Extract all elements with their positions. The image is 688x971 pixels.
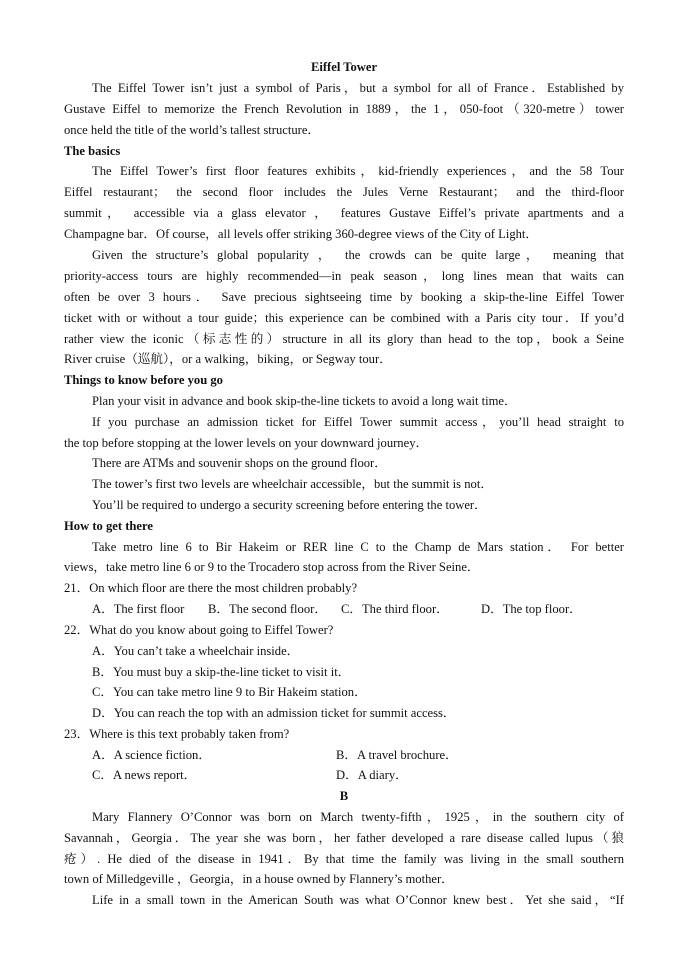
basics-p1-line: The Eiffel Tower’s first floor features exhibits，kid-friendly experiences，and the 58 Tour xyxy=(92,164,624,178)
question-22-option-d: D．You can reach the top with an admission ticket for summit access． xyxy=(92,706,456,720)
basics-p2-line: rather view the iconic（标志性的）structure in all its glory than head to the top，book a Seine xyxy=(64,332,624,346)
page-title: Eiffel Tower xyxy=(310,60,378,74)
section-b-line: 疮）. He died of the disease in 1941．By that time the family was living in the small southern xyxy=(64,852,624,866)
know-line: The tower’s first two levels are wheelchair accessible，but the summit is not． xyxy=(92,477,493,491)
question-23-option-b: B．A travel brochure． xyxy=(336,748,458,762)
section-b-line: Savannah，Georgia．The year she was born，her father developed a rare disease called lupus（狼 xyxy=(64,831,624,845)
section-b-line: Mary Flannery O’Connor was born on March twenty-fifth，1925，in the southern city of xyxy=(92,810,624,824)
question-21-option-c: C．The third floor． xyxy=(341,602,449,616)
intro-line: Gustave Eiffel to memorize the French Revolution in 1889，the 1，050-foot（320-metre）tower xyxy=(64,102,624,116)
intro-line: once held the title of the world’s tallest structure． xyxy=(64,123,321,137)
question-23-stem: 23．Where is this text probably taken from? xyxy=(64,727,290,741)
basics-p2-line: often be over 3 hours． Save precious sightseeing time by booking a skip-the-line Eiffel Tower xyxy=(64,290,624,304)
basics-p2-line: River cruise（巡航），or a walking，biking，or Segway tour． xyxy=(64,352,392,366)
howto-line: views，take metro line 6 or 9 to the Trocadero stop across from the River Seine． xyxy=(64,560,480,574)
question-23-option-a: A．A science fiction． xyxy=(92,748,211,762)
question-23-option-d: D．A diary． xyxy=(336,768,408,782)
basics-p1-line: summit， accessible via a glass elevator ， features Gustave Eiffel’s private apartments and a xyxy=(64,206,624,220)
question-21-option-a: A．The first floor xyxy=(92,602,185,616)
section-heading-basics: The basics xyxy=(64,144,121,158)
question-22-option-a: A．You can’t take a wheelchair inside． xyxy=(92,644,300,658)
question-22-option-c: C．You can take metro line 9 to Bir Hakeim station． xyxy=(92,685,367,699)
know-line: There are ATMs and souvenir shops on the ground floor． xyxy=(92,456,387,470)
basics-p2-line: Given the structure’s global popularity ， the crowds can be quite large， meaning that xyxy=(92,248,624,262)
basics-p1-line: Champagne bar．Of course，all levels offer striking 360-degree views of the City of Light． xyxy=(64,227,539,241)
section-b-label: B xyxy=(339,789,349,803)
know-line: You’ll be required to undergo a security screening before entering the tower． xyxy=(92,498,487,512)
question-21-option-d: D．The top floor． xyxy=(481,602,582,616)
section-b-line: Life in a small town in the American South was what O’Connor knew best．Yet she said，“If xyxy=(92,893,624,907)
question-22-option-b: B．You must buy a skip-the-line ticket to visit it． xyxy=(92,665,351,679)
question-23-option-c: C．A news report． xyxy=(92,768,197,782)
section-heading-howto: How to get there xyxy=(64,519,153,533)
intro-line: The Eiffel Tower isn’t just a symbol of Paris，but a symbol for all of France．Established by xyxy=(92,81,624,95)
know-line: the top before stopping at the lower levels on your downward journey． xyxy=(64,436,429,450)
question-21-stem: 21．On which floor are there the most children probably? xyxy=(64,581,358,595)
basics-p2-line: ticket with or without a tour guide；this experience can be combined with a Paris city tour．If you’d xyxy=(64,311,624,325)
know-line: Plan your visit in advance and book skip-the-line tickets to avoid a long wait time． xyxy=(92,394,517,408)
know-line: If you purchase an admission ticket for Eiffel Tower summit access，you’ll head straight to xyxy=(92,415,624,429)
question-22-stem: 22．What do you know about going to Eiffel Tower? xyxy=(64,623,334,637)
basics-p1-line: Eiffel restaurant； the second floor includes the Jules Verne Restaurant； and the third-floor xyxy=(64,185,624,199)
question-21-option-b: B．The second floor． xyxy=(208,602,327,616)
howto-line: Take metro line 6 to Bir Hakeim or RER line C to the Champ de Mars station． For better xyxy=(92,540,624,554)
basics-p2-line: priority-access tours are highly recommended—in peak season，long lines mean that waits can xyxy=(64,269,624,283)
section-b-line: town of Milledgeville ，Georgia，in a house owned by Flannery’s mother． xyxy=(64,872,454,886)
section-heading-know: Things to know before you go xyxy=(64,373,223,387)
